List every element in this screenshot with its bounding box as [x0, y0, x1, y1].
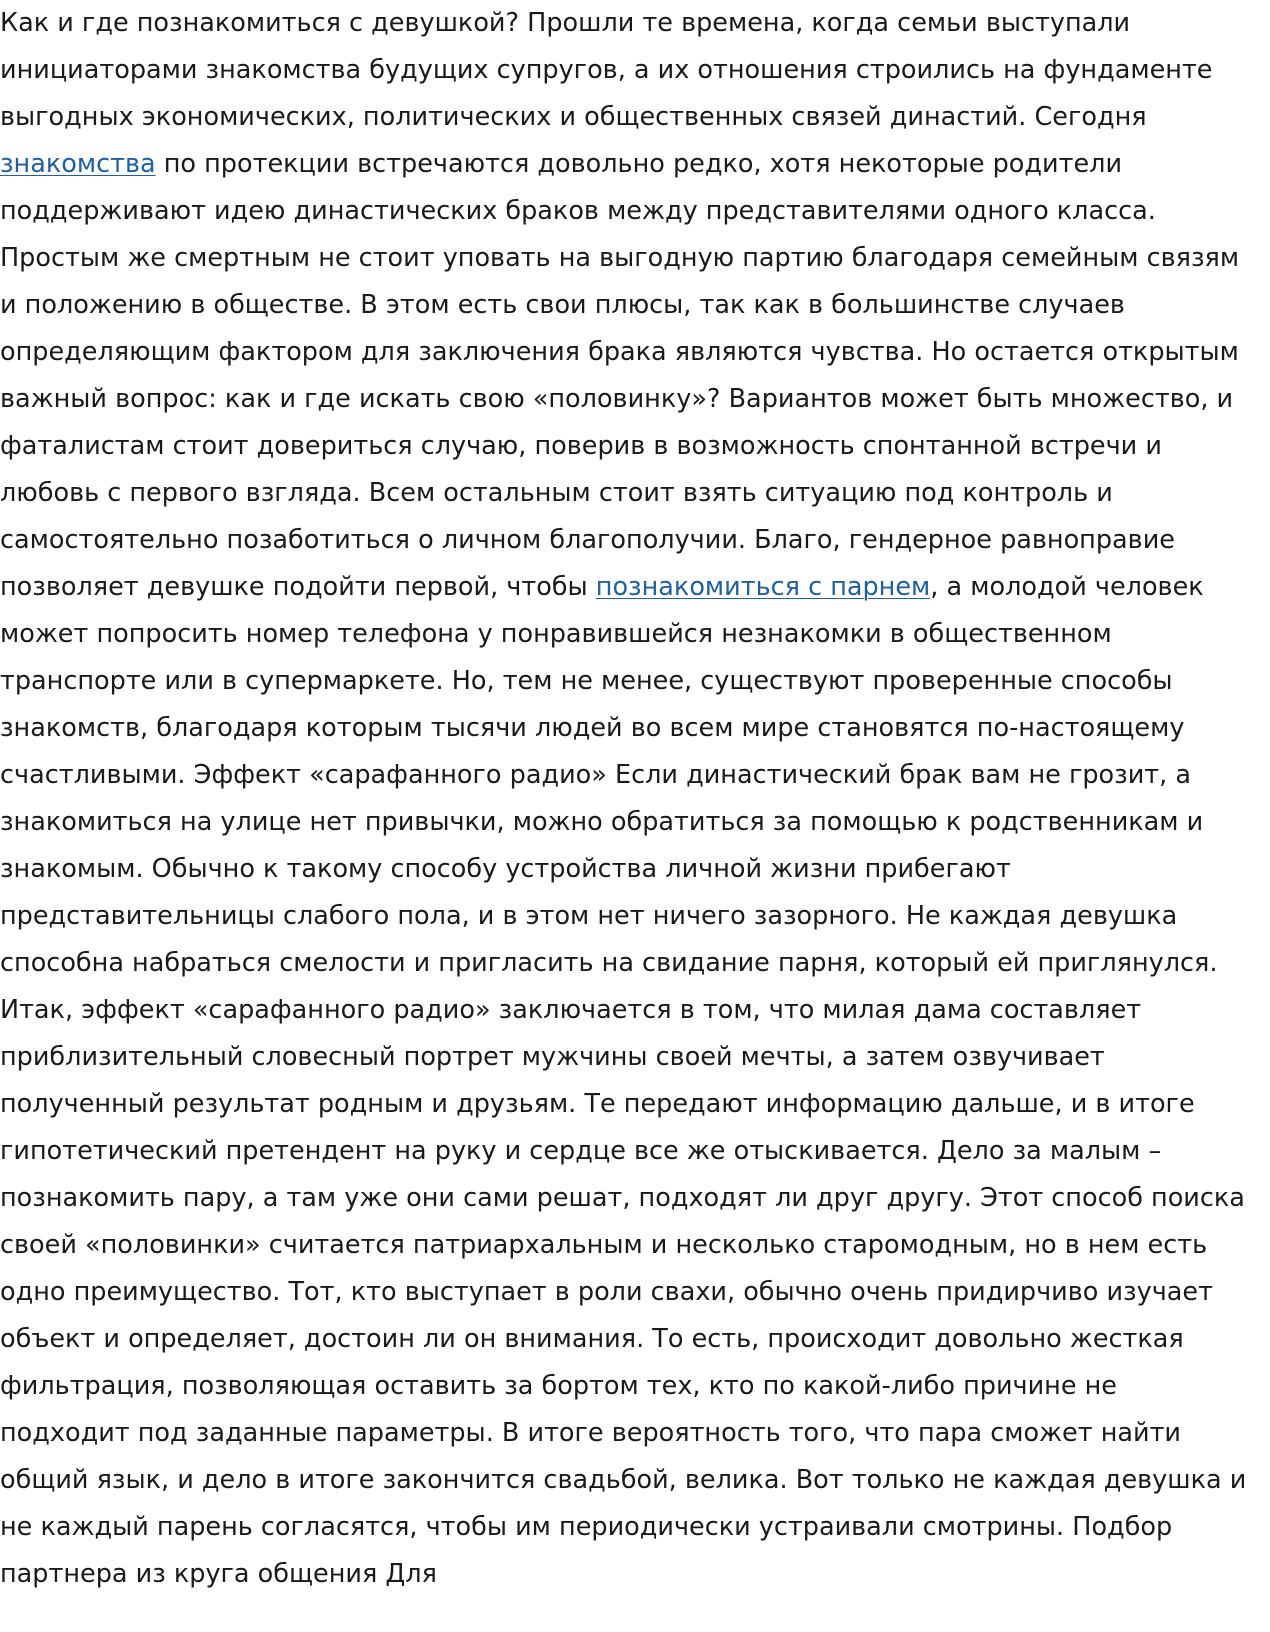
text-line-4-rest: по протекции встречаются довольно редко, хотя некоторые родители [155, 149, 1123, 179]
text-line-1: Как и где познакомиться с девушкой? Прошли те времена, когда семьи выступали [0, 8, 1131, 38]
text-line-26: познакомить пару, а там уже они сами решат, подходят ли друг другу. Этот способ поиска [0, 1183, 1245, 1213]
text-line-16: знакомств, благодаря которым тысячи людей во всем мире становятся по-настоящему [0, 713, 1185, 743]
text-line-2: инициаторами знакомства будущих супругов, а их отношения строились на фундаменте [0, 55, 1213, 85]
text-line-6: Простым же смертным не стоит уповать на выгодную партию благодаря семейным связям [0, 243, 1240, 273]
text-line-12: самостоятельно позаботиться о личном благополучии. Благо, гендерное равноправие [0, 525, 1175, 555]
text-line-8: определяющим фактором для заключения брака являются чувства. Но остается открытым [0, 337, 1239, 367]
text-line-28: одно преимущество. Тот, кто выступает в роли свахи, обычно очень придирчиво изучает [0, 1277, 1213, 1307]
text-line-14: может попросить номер телефона у понравившейся незнакомки в общественном [0, 619, 1112, 649]
text-line-7: и положению в обществе. В этом есть свои плюсы, так как в большинстве случаев [0, 290, 1125, 320]
text-line-25: гипотетический претендент на руку и сердце все же отыскивается. Дело за малым – [0, 1136, 1162, 1166]
text-line-9: важный вопрос: как и где искать свою «половинку»? Вариантов может быть множество, и [0, 384, 1234, 414]
text-line-21: способна набраться смелости и пригласить на свидание парня, который ей приглянулся. [0, 948, 1218, 978]
text-line-13 [0, 563, 1270, 611]
text-line-32: общий язык, и дело в итоге закончится свадьбой, велика. Вот только не каждая девушка и [0, 1465, 1247, 1495]
text-line-22: Итак, эффект «сарафанного радио» заключается в том, что милая дама составляет [0, 995, 1142, 1025]
text-line-13-start: позволяет девушке подойти первой, чтобы [0, 572, 596, 602]
text-line-5: поддерживают идею династических браков между представителями одного класса. [0, 196, 1156, 226]
text-line-34: партнера из круга общения Для [0, 1559, 437, 1589]
text-line-10: фаталистам стоит довериться случаю, поверив в возможность спонтанной встречи и [0, 431, 1162, 461]
text-line-18: знакомиться на улице нет привычки, можно обратиться за помощью к родственникам и [0, 807, 1204, 837]
text-line-27: своей «половинки» считается патриархальным и несколько старомодным, но в нем есть [0, 1230, 1208, 1260]
text-line-30: фильтрация, позволяющая оставить за бортом тех, кто по какой-либо причине не [0, 1371, 1117, 1401]
text-line-19: знакомым. Обычно к такому способу устройства личной жизни прибегают [0, 854, 1011, 884]
text-line-4 [0, 140, 1270, 188]
text-line-11: любовь с первого взгляда. Всем остальным стоит взять ситуацию под контроль и [0, 478, 1113, 508]
text-line-29: объект и определяет, достоин ли он внимания. То есть, происходит довольно жесткая [0, 1324, 1184, 1354]
text-line-17: счастливыми. Эффект «сарафанного радио» Если династический брак вам не грозит, а [0, 760, 1191, 790]
text-line-31: подходит под заданные параметры. В итоге вероятность того, что пара сможет найти [0, 1418, 1181, 1448]
text-line-3: выгодных экономических, политических и общественных связей династий. Сегодня [0, 102, 1147, 132]
text-line-20: представительницы слабого пола, и в этом нет ничего зазорного. Не каждая девушка [0, 901, 1178, 931]
link-znakomstva[interactable]: знакомства [0, 149, 156, 179]
text-line-13-rest: , а молодой человек [930, 572, 1204, 602]
text-line-15: транспорте или в супермаркете. Но, тем не менее, существуют проверенные способы [0, 666, 1173, 696]
text-line-23: приблизительный словесный портрет мужчины своей мечты, а затем озвучивает [0, 1042, 1105, 1072]
text-line-33: не каждый парень согласятся, чтобы им периодически устраивали смотрины. Подбор [0, 1512, 1173, 1542]
link-poznakomitsya-s-parnem[interactable]: познакомиться с парнем [595, 572, 931, 602]
text-line-24: полученный результат родным и друзьям. Те передают информацию дальше, и в итоге [0, 1089, 1195, 1119]
